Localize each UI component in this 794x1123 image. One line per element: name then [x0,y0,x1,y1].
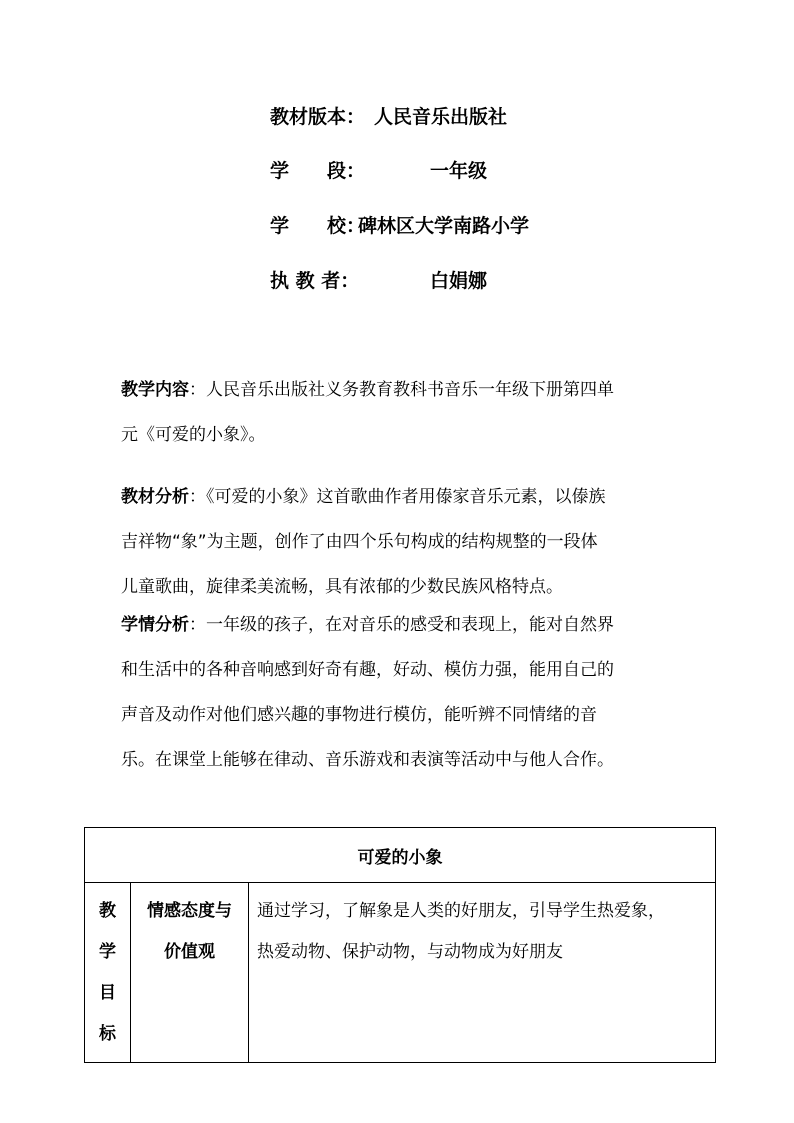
goal-char: 标 [99,1024,116,1044]
goal-char: 目 [99,983,116,1003]
edition-value: 人民音乐出版社 [374,106,508,128]
school-value: 碑林区大学南路小学 [358,215,530,237]
lesson-goals-table [84,827,716,1063]
goal-char: 教 [99,901,116,921]
section-label: 学情分析 [121,615,189,635]
paragraph-text: ：人民音乐出版社义务教育教科书音乐一年级下册第四单 [189,380,614,400]
paragraph-line: 和生活中的各种音响感到好奇有趣，好动、模仿力强，能用自己的 [121,660,614,680]
aspect-line: 情感态度与 [147,901,232,921]
teaching-content-paragraph [121,368,681,458]
grade-value: 一年级 [430,160,488,182]
section-label: 教学内容 [121,380,189,400]
student-analysis-paragraph [121,603,681,783]
paragraph-text: ：《可爱的小象》这首歌曲作者用傣家音乐元素，以傣族 [189,487,606,507]
paragraph-line [121,603,681,648]
paragraph-line: 乐。在课堂上能够在律动、音乐游戏和表演等活动中与他人合作。 [121,750,614,770]
school-label: 学 校： [270,215,366,237]
aspect-line: 价值观 [164,942,215,962]
paragraph-line: 元《可爱的小象》。 [121,425,266,445]
paragraph-line: 儿童歌曲，旋律柔美流畅，具有浓郁的少数民族风格特点。 [121,577,563,597]
teacher-row [270,268,488,294]
content-line: 热爱动物、保护动物，与动物成为好朋友 [257,942,563,962]
edition-row [270,104,508,130]
teacher-label: 执 教 者： [270,270,360,292]
teaching-goal-cell [85,883,131,1063]
aspect-cell [131,883,249,1063]
material-analysis-paragraph [121,475,681,610]
school-row [270,213,530,239]
table-row [85,883,716,1063]
goal-content-cell [249,883,716,1063]
paragraph-line: 声音及动作对他们感兴趣的事物进行模仿，能听辨不同情绪的音 [121,705,597,725]
grade-row [270,158,488,184]
paragraph-line: 吉祥物“象”为主题，创作了由四个乐句构成的结构规整的一段体 [121,532,598,552]
edition-label: 教材版本： [270,106,366,128]
table-title: 可爱的小象 [85,828,716,883]
grade-label: 学 段： [270,160,366,182]
teacher-value: 白娟娜 [430,270,488,292]
section-label: 教材分析 [121,487,189,507]
paragraph-line [121,368,681,413]
table-row [85,828,716,883]
content-line: 通过学习，了解象是人类的好朋友，引导学生热爱象， [257,901,665,921]
goal-char: 学 [99,942,116,962]
paragraph-text: ：一年级的孩子，在对音乐的感受和表现上，能对自然界 [189,615,614,635]
paragraph-line [121,475,681,520]
